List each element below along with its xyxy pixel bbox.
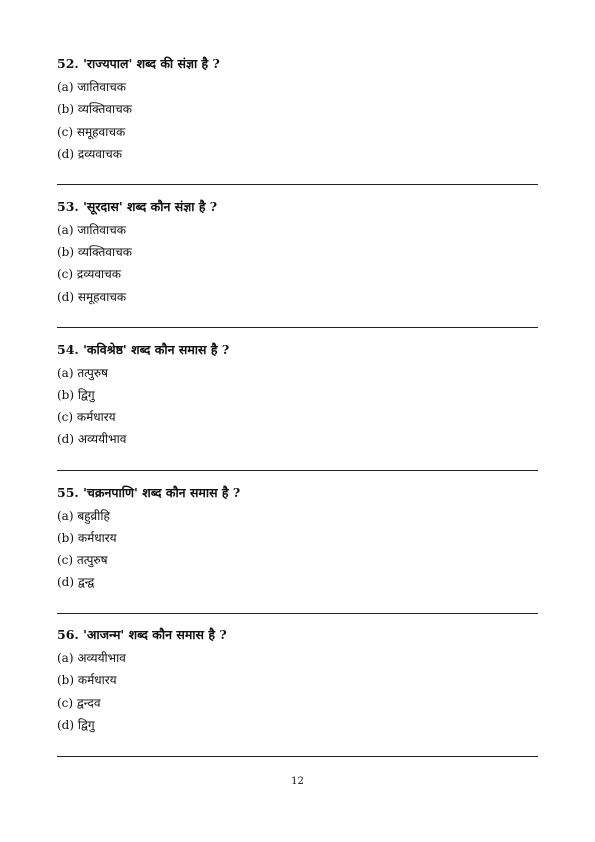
question-54 xyxy=(57,342,538,446)
divider xyxy=(57,470,538,471)
option-c: (c) कर्मधारय xyxy=(57,410,116,424)
option-c: (c) समूहवाचक xyxy=(57,125,126,139)
question-title: 56. 'आजन्म' शब्द कौन समास है ? xyxy=(57,627,227,642)
question-title: 54. 'कविश्रेष्ठ' शब्द कौन समास है ? xyxy=(57,342,230,357)
option-d: (d) द्विगु xyxy=(57,718,95,732)
option-c: (c) द्रव्यवाचक xyxy=(57,267,121,281)
divider xyxy=(57,613,538,614)
option-a: (a) बहुव्रीहि xyxy=(57,509,110,523)
question-55 xyxy=(57,485,538,589)
option-a: (a) जातिवाचक xyxy=(57,80,126,94)
divider xyxy=(57,756,538,757)
option-a: (a) जातिवाचक xyxy=(57,223,126,237)
question-52 xyxy=(57,56,538,161)
option-d: (d) अव्ययीभाव xyxy=(57,432,127,446)
question-title: 55. 'चक्रनपाणि' शब्द कौन समास है ? xyxy=(57,485,241,500)
divider xyxy=(57,184,538,185)
option-d: (d) द्रव्यवाचक xyxy=(57,147,122,161)
question-title: 52. 'राज्यपाल' शब्द की संज्ञा है ? xyxy=(57,56,220,71)
option-d: (d) द्वन्द्व xyxy=(57,575,95,589)
option-b: (b) कर्मधारय xyxy=(57,531,117,545)
option-c: (c) द्वन्दव xyxy=(57,696,101,710)
option-b: (b) व्यक्तिवाचक xyxy=(57,245,132,259)
option-c: (c) तत्पुरुष xyxy=(57,553,108,567)
divider xyxy=(57,327,538,328)
page-number: 12 xyxy=(291,776,304,787)
option-b: (b) द्विगु xyxy=(57,388,95,402)
option-b: (b) कर्मधारय xyxy=(57,673,117,687)
option-a: (a) तत्पुरुष xyxy=(57,366,108,380)
question-53 xyxy=(57,199,538,304)
option-b: (b) व्यक्तिवाचक xyxy=(57,102,132,116)
option-d: (d) समूहवाचक xyxy=(57,290,127,304)
question-title: 53. 'सूरदास' शब्द कौन संज्ञा है ? xyxy=(57,199,218,214)
option-a: (a) अव्ययीभाव xyxy=(57,651,126,665)
question-56 xyxy=(57,627,538,732)
